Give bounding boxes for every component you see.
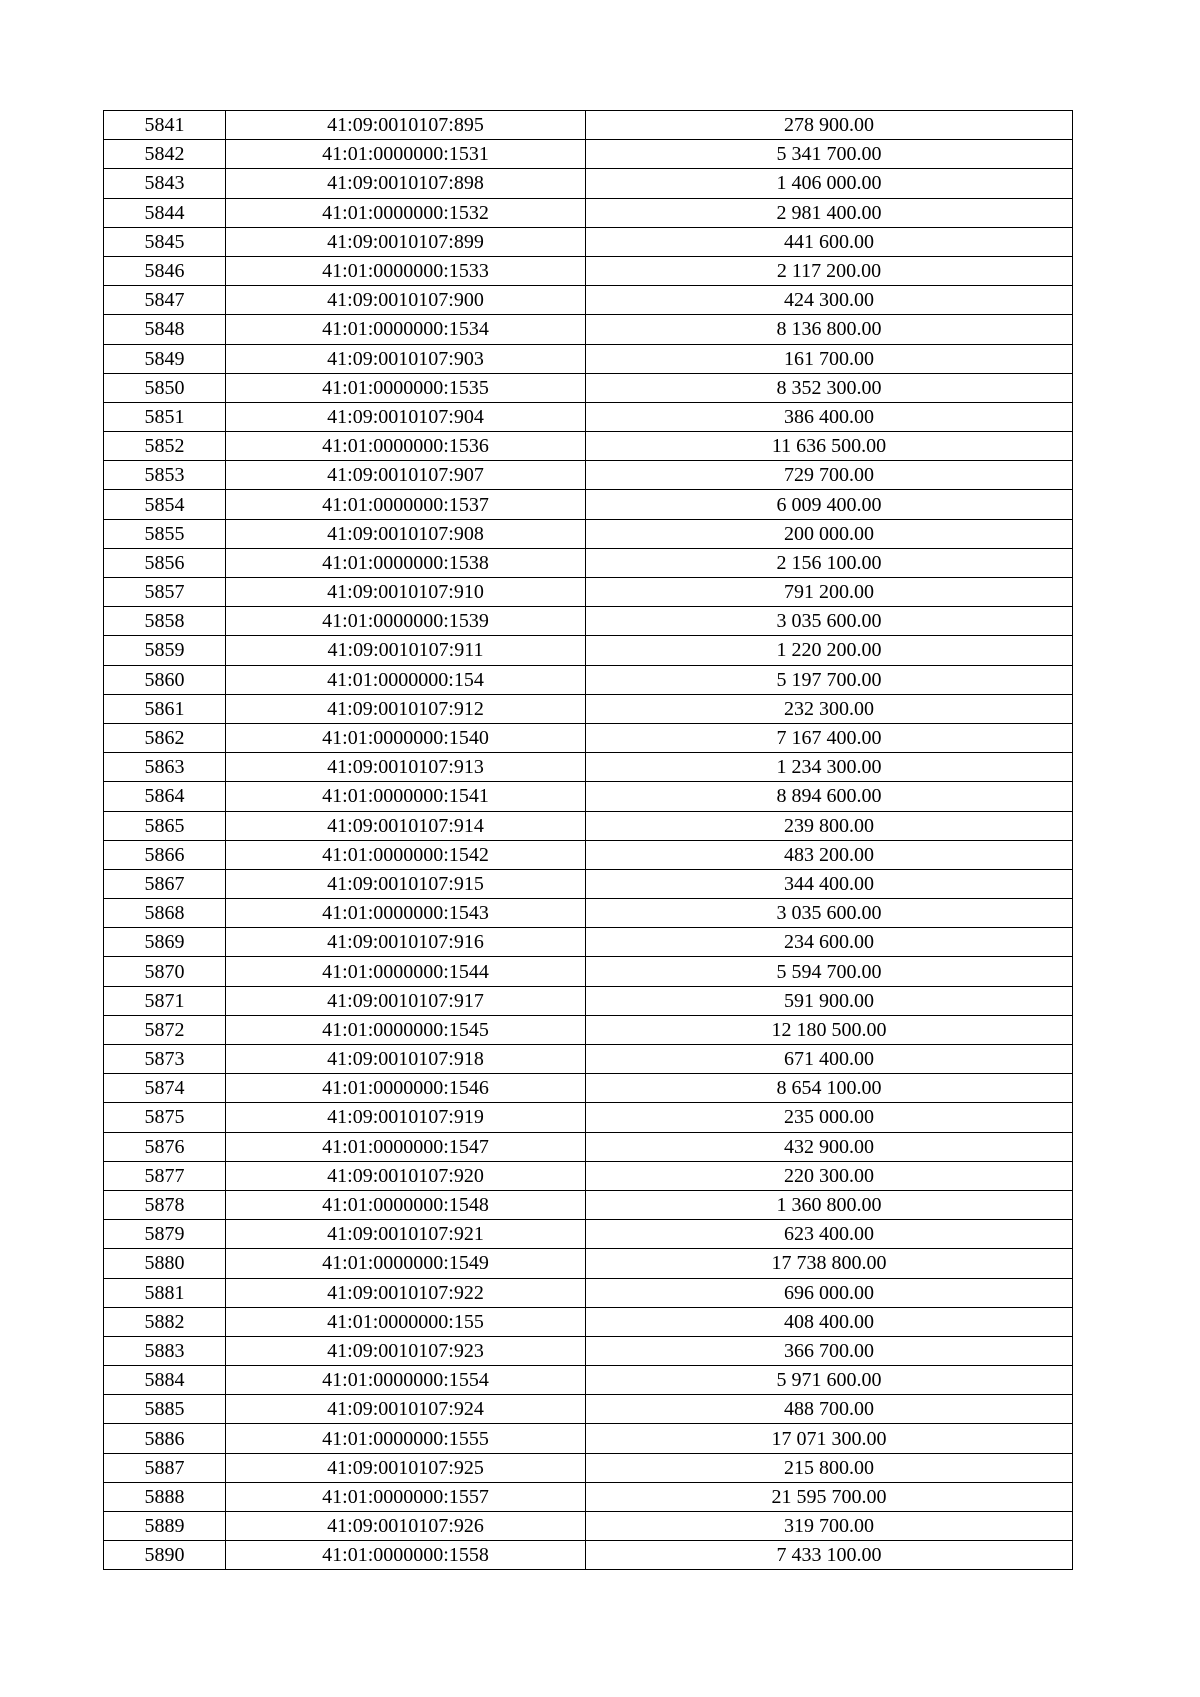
table-row [104, 986, 1073, 1015]
row-number-cell: 5844 [104, 198, 226, 227]
table-row [104, 402, 1073, 431]
cadastral-value-cell: 278 900.00 [586, 111, 1073, 140]
row-number-cell: 5864 [104, 782, 226, 811]
cadastral-value-cell: 234 600.00 [586, 928, 1073, 957]
cadastral-number-cell: 41:09:0010107:917 [226, 986, 586, 1015]
cadastral-number-cell: 41:01:0000000:1554 [226, 1366, 586, 1395]
cadastral-value-cell: 12 180 500.00 [586, 1015, 1073, 1044]
cadastral-value-cell: 671 400.00 [586, 1045, 1073, 1074]
table-body [104, 111, 1073, 1570]
cadastral-number-cell: 41:01:0000000:154 [226, 665, 586, 694]
table-row [104, 957, 1073, 986]
cadastral-value-cell: 1 220 200.00 [586, 636, 1073, 665]
cadastral-number-cell: 41:01:0000000:1539 [226, 607, 586, 636]
cadastral-number-cell: 41:09:0010107:907 [226, 461, 586, 490]
cadastral-value-cell: 483 200.00 [586, 840, 1073, 869]
cadastral-value-cell: 791 200.00 [586, 578, 1073, 607]
row-number-cell: 5870 [104, 957, 226, 986]
cadastral-number-cell: 41:01:0000000:1549 [226, 1249, 586, 1278]
cadastral-number-cell: 41:01:0000000:1534 [226, 315, 586, 344]
cadastral-number-cell: 41:09:0010107:921 [226, 1220, 586, 1249]
row-number-cell: 5877 [104, 1161, 226, 1190]
table-row [104, 1132, 1073, 1161]
table-row [104, 636, 1073, 665]
table-row [104, 198, 1073, 227]
cadastral-number-cell: 41:09:0010107:898 [226, 169, 586, 198]
cadastral-number-cell: 41:09:0010107:903 [226, 344, 586, 373]
cadastral-number-cell: 41:01:0000000:1548 [226, 1190, 586, 1219]
row-number-cell: 5865 [104, 811, 226, 840]
row-number-cell: 5890 [104, 1541, 226, 1570]
cadastral-value-cell: 488 700.00 [586, 1395, 1073, 1424]
row-number-cell: 5889 [104, 1512, 226, 1541]
row-number-cell: 5843 [104, 169, 226, 198]
cadastral-value-cell: 1 360 800.00 [586, 1190, 1073, 1219]
row-number-cell: 5881 [104, 1278, 226, 1307]
cadastral-value-cell: 424 300.00 [586, 286, 1073, 315]
table-row [104, 140, 1073, 169]
row-number-cell: 5886 [104, 1424, 226, 1453]
cadastral-value-cell: 2 156 100.00 [586, 548, 1073, 577]
table-row [104, 1074, 1073, 1103]
cadastral-number-cell: 41:09:0010107:904 [226, 402, 586, 431]
table-row [104, 1307, 1073, 1336]
cadastral-number-cell: 41:09:0010107:912 [226, 694, 586, 723]
row-number-cell: 5857 [104, 578, 226, 607]
cadastral-value-cell: 1 234 300.00 [586, 753, 1073, 782]
row-number-cell: 5850 [104, 373, 226, 402]
table-row [104, 227, 1073, 256]
row-number-cell: 5847 [104, 286, 226, 315]
cadastral-value-cell: 8 352 300.00 [586, 373, 1073, 402]
cadastral-number-cell: 41:01:0000000:1536 [226, 432, 586, 461]
cadastral-value-cell: 235 000.00 [586, 1103, 1073, 1132]
cadastral-number-cell: 41:01:0000000:1558 [226, 1541, 586, 1570]
table-row [104, 694, 1073, 723]
cadastral-number-cell: 41:09:0010107:895 [226, 111, 586, 140]
table-row [104, 607, 1073, 636]
cadastral-number-cell: 41:01:0000000:1547 [226, 1132, 586, 1161]
cadastral-number-cell: 41:09:0010107:914 [226, 811, 586, 840]
table-row [104, 899, 1073, 928]
table-row [104, 1482, 1073, 1511]
cadastral-number-cell: 41:01:0000000:1541 [226, 782, 586, 811]
table-row [104, 1045, 1073, 1074]
row-number-cell: 5863 [104, 753, 226, 782]
cadastral-number-cell: 41:01:0000000:1542 [226, 840, 586, 869]
row-number-cell: 5860 [104, 665, 226, 694]
table-row [104, 1220, 1073, 1249]
cadastral-value-cell: 6 009 400.00 [586, 490, 1073, 519]
cadastral-number-cell: 41:01:0000000:1538 [226, 548, 586, 577]
cadastral-number-cell: 41:09:0010107:915 [226, 869, 586, 898]
cadastral-value-cell: 3 035 600.00 [586, 607, 1073, 636]
table-row [104, 723, 1073, 752]
cadastral-value-cell: 8 136 800.00 [586, 315, 1073, 344]
cadastral-value-cell: 8 894 600.00 [586, 782, 1073, 811]
cadastral-value-cell: 729 700.00 [586, 461, 1073, 490]
cadastral-number-cell: 41:09:0010107:911 [226, 636, 586, 665]
cadastral-number-cell: 41:09:0010107:918 [226, 1045, 586, 1074]
table-row [104, 840, 1073, 869]
cadastral-value-cell: 8 654 100.00 [586, 1074, 1073, 1103]
cadastral-value-cell: 161 700.00 [586, 344, 1073, 373]
table-row [104, 782, 1073, 811]
row-number-cell: 5848 [104, 315, 226, 344]
cadastral-value-cell: 5 971 600.00 [586, 1366, 1073, 1395]
table-row [104, 1453, 1073, 1482]
table-row [104, 256, 1073, 285]
cadastral-number-cell: 41:09:0010107:910 [226, 578, 586, 607]
cadastral-value-cell: 3 035 600.00 [586, 899, 1073, 928]
cadastral-number-cell: 41:01:0000000:1535 [226, 373, 586, 402]
cadastral-value-cell: 1 406 000.00 [586, 169, 1073, 198]
cadastral-value-cell: 7 433 100.00 [586, 1541, 1073, 1570]
row-number-cell: 5888 [104, 1482, 226, 1511]
cadastral-value-cell: 17 071 300.00 [586, 1424, 1073, 1453]
cadastral-number-cell: 41:09:0010107:925 [226, 1453, 586, 1482]
row-number-cell: 5853 [104, 461, 226, 490]
table-row [104, 1512, 1073, 1541]
table-row [104, 315, 1073, 344]
table-row [104, 1424, 1073, 1453]
table-row [104, 578, 1073, 607]
row-number-cell: 5871 [104, 986, 226, 1015]
cadastral-value-cell: 215 800.00 [586, 1453, 1073, 1482]
row-number-cell: 5841 [104, 111, 226, 140]
cadastral-value-cell: 21 595 700.00 [586, 1482, 1073, 1511]
table-row [104, 753, 1073, 782]
row-number-cell: 5883 [104, 1336, 226, 1365]
row-number-cell: 5876 [104, 1132, 226, 1161]
cadastral-number-cell: 41:01:0000000:1545 [226, 1015, 586, 1044]
table-row [104, 811, 1073, 840]
cadastral-value-cell: 2 117 200.00 [586, 256, 1073, 285]
row-number-cell: 5842 [104, 140, 226, 169]
table-row [104, 1336, 1073, 1365]
cadastral-number-cell: 41:01:0000000:1531 [226, 140, 586, 169]
cadastral-value-cell: 5 341 700.00 [586, 140, 1073, 169]
cadastral-number-cell: 41:01:0000000:155 [226, 1307, 586, 1336]
cadastral-number-cell: 41:09:0010107:913 [226, 753, 586, 782]
cadastral-number-cell: 41:09:0010107:899 [226, 227, 586, 256]
cadastral-value-cell: 386 400.00 [586, 402, 1073, 431]
cadastral-number-cell: 41:09:0010107:916 [226, 928, 586, 957]
table-row [104, 1249, 1073, 1278]
cadastral-number-cell: 41:09:0010107:919 [226, 1103, 586, 1132]
table-row [104, 1395, 1073, 1424]
row-number-cell: 5867 [104, 869, 226, 898]
cadastral-value-cell: 696 000.00 [586, 1278, 1073, 1307]
row-number-cell: 5859 [104, 636, 226, 665]
cadastral-value-cell: 239 800.00 [586, 811, 1073, 840]
cadastral-value-cell: 5 197 700.00 [586, 665, 1073, 694]
table-row [104, 1278, 1073, 1307]
row-number-cell: 5858 [104, 607, 226, 636]
row-number-cell: 5846 [104, 256, 226, 285]
table-row [104, 519, 1073, 548]
cadastral-value-cell: 11 636 500.00 [586, 432, 1073, 461]
table-row [104, 1015, 1073, 1044]
cadastral-value-cell: 432 900.00 [586, 1132, 1073, 1161]
row-number-cell: 5880 [104, 1249, 226, 1278]
cadastral-number-cell: 41:01:0000000:1544 [226, 957, 586, 986]
table-row [104, 490, 1073, 519]
cadastral-value-cell: 408 400.00 [586, 1307, 1073, 1336]
row-number-cell: 5875 [104, 1103, 226, 1132]
table-row [104, 344, 1073, 373]
row-number-cell: 5887 [104, 1453, 226, 1482]
cadastral-number-cell: 41:01:0000000:1532 [226, 198, 586, 227]
table-row [104, 928, 1073, 957]
cadastral-value-cell: 220 300.00 [586, 1161, 1073, 1190]
table-row [104, 432, 1073, 461]
table-row [104, 1541, 1073, 1570]
cadastral-value-cell: 232 300.00 [586, 694, 1073, 723]
table-row [104, 169, 1073, 198]
table-row [104, 1103, 1073, 1132]
cadastral-value-cell: 319 700.00 [586, 1512, 1073, 1541]
cadastral-value-cell: 591 900.00 [586, 986, 1073, 1015]
row-number-cell: 5851 [104, 402, 226, 431]
row-number-cell: 5885 [104, 1395, 226, 1424]
cadastral-number-cell: 41:01:0000000:1555 [226, 1424, 586, 1453]
table-row [104, 461, 1073, 490]
cadastral-number-cell: 41:01:0000000:1540 [226, 723, 586, 752]
cadastral-value-cell: 17 738 800.00 [586, 1249, 1073, 1278]
row-number-cell: 5868 [104, 899, 226, 928]
row-number-cell: 5884 [104, 1366, 226, 1395]
table-row [104, 1366, 1073, 1395]
cadastral-value-table [103, 110, 1073, 1570]
cadastral-value-cell: 2 981 400.00 [586, 198, 1073, 227]
cadastral-value-cell: 366 700.00 [586, 1336, 1073, 1365]
row-number-cell: 5861 [104, 694, 226, 723]
cadastral-number-cell: 41:01:0000000:1557 [226, 1482, 586, 1511]
table-row [104, 286, 1073, 315]
cadastral-number-cell: 41:01:0000000:1537 [226, 490, 586, 519]
table-row [104, 665, 1073, 694]
row-number-cell: 5852 [104, 432, 226, 461]
cadastral-number-cell: 41:01:0000000:1533 [226, 256, 586, 285]
cadastral-number-cell: 41:09:0010107:920 [226, 1161, 586, 1190]
row-number-cell: 5856 [104, 548, 226, 577]
cadastral-value-cell: 623 400.00 [586, 1220, 1073, 1249]
row-number-cell: 5855 [104, 519, 226, 548]
row-number-cell: 5862 [104, 723, 226, 752]
row-number-cell: 5872 [104, 1015, 226, 1044]
table-row [104, 111, 1073, 140]
table-row [104, 1190, 1073, 1219]
row-number-cell: 5878 [104, 1190, 226, 1219]
table-row [104, 1161, 1073, 1190]
cadastral-number-cell: 41:09:0010107:922 [226, 1278, 586, 1307]
cadastral-number-cell: 41:09:0010107:926 [226, 1512, 586, 1541]
table-row [104, 869, 1073, 898]
cadastral-value-cell: 7 167 400.00 [586, 723, 1073, 752]
cadastral-number-cell: 41:01:0000000:1546 [226, 1074, 586, 1103]
row-number-cell: 5845 [104, 227, 226, 256]
table-row [104, 373, 1073, 402]
row-number-cell: 5882 [104, 1307, 226, 1336]
cadastral-value-cell: 200 000.00 [586, 519, 1073, 548]
cadastral-number-cell: 41:09:0010107:924 [226, 1395, 586, 1424]
row-number-cell: 5869 [104, 928, 226, 957]
cadastral-number-cell: 41:09:0010107:923 [226, 1336, 586, 1365]
row-number-cell: 5874 [104, 1074, 226, 1103]
cadastral-value-cell: 5 594 700.00 [586, 957, 1073, 986]
cadastral-number-cell: 41:09:0010107:908 [226, 519, 586, 548]
cadastral-number-cell: 41:01:0000000:1543 [226, 899, 586, 928]
row-number-cell: 5849 [104, 344, 226, 373]
table-row [104, 548, 1073, 577]
cadastral-value-cell: 441 600.00 [586, 227, 1073, 256]
row-number-cell: 5879 [104, 1220, 226, 1249]
row-number-cell: 5866 [104, 840, 226, 869]
cadastral-value-cell: 344 400.00 [586, 869, 1073, 898]
row-number-cell: 5873 [104, 1045, 226, 1074]
cadastral-number-cell: 41:09:0010107:900 [226, 286, 586, 315]
row-number-cell: 5854 [104, 490, 226, 519]
